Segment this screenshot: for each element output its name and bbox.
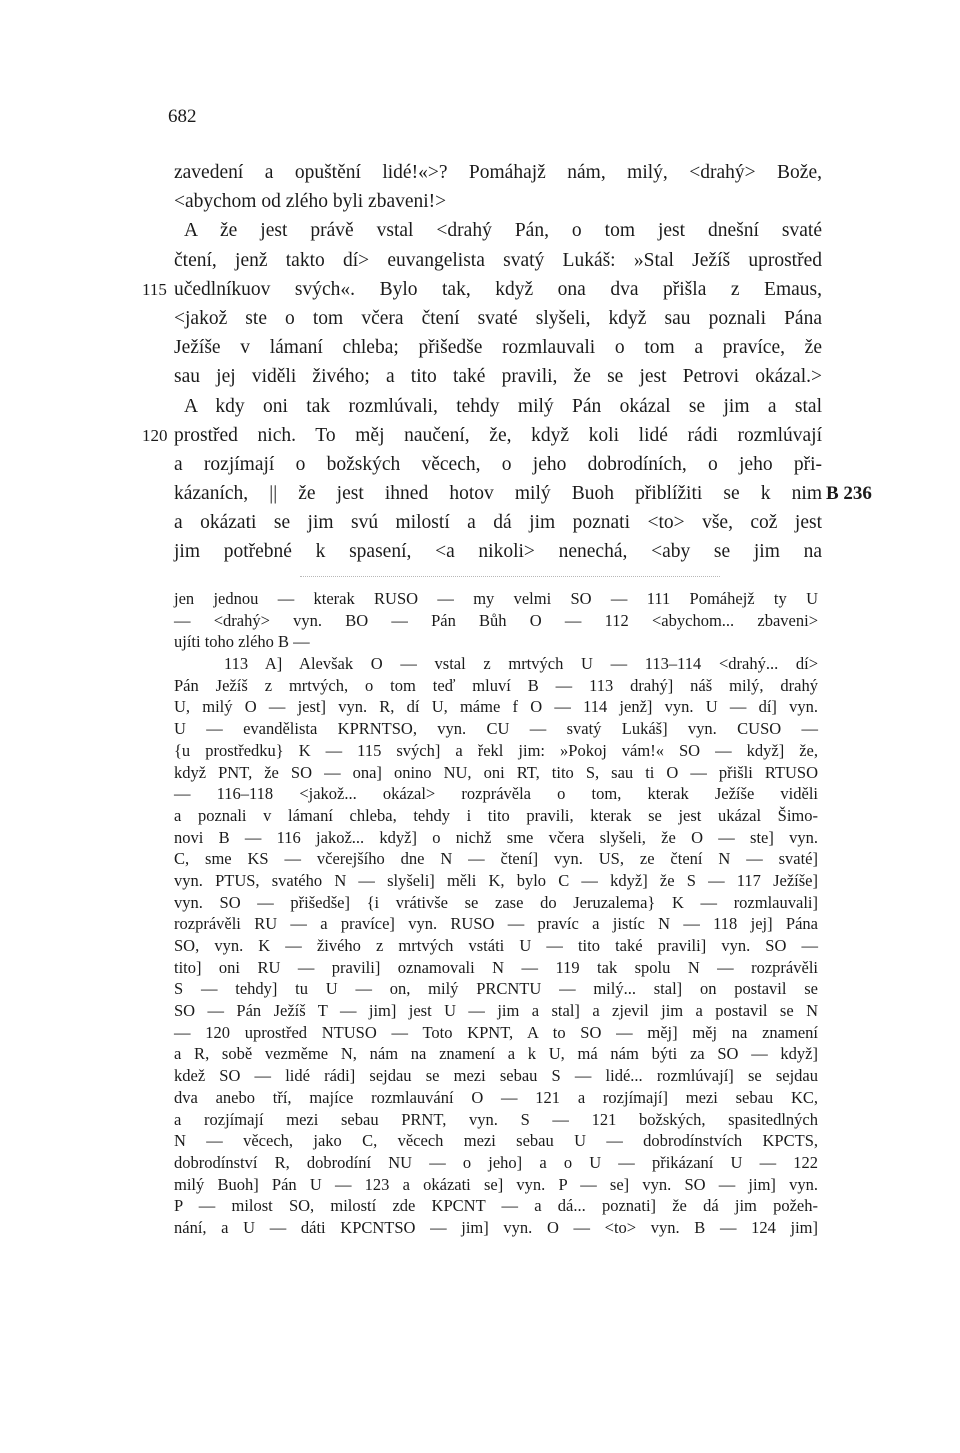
apparatus-line-content: když PNT, že SO — ona] onino NU, oni RT, tito S, sau ti O — přišli RTUSO <box>174 762 818 782</box>
text-line <box>174 216 822 245</box>
apparatus-line-content: 113 A] Alevšak O — vstal z mrtvých U — 113–114 <drahý... dí> <box>224 654 818 674</box>
footnote-separator <box>300 576 720 577</box>
apparatus-line-content: SO, vyn. K — živého z mrtvých vstáti U — tito také pravili] vyn. SO — <box>174 936 818 955</box>
text-line <box>174 392 822 421</box>
apparatus-line-content: novi B — 116 jakož... když] o nichž sme včera slyšeli, že O — ste] vyn. <box>174 827 818 847</box>
text-line-content: jim potřebné k spasení, <a nikoli> nenechá, <aby se jim na <box>174 541 822 563</box>
main-text <box>142 158 872 567</box>
apparatus-line <box>174 805 818 827</box>
apparatus-line <box>174 1174 818 1196</box>
text-line-content: A kdy oni tak rozmlúvali, tehdy milý Pán okázal se jim a stal <box>184 395 822 417</box>
apparatus-line-content: a poznali v lámaní chleba, tehdy i tito pravili, kterak se jest ukázal Šimo- <box>174 805 818 825</box>
apparatus-line <box>174 1065 818 1087</box>
apparatus-line <box>174 978 818 1000</box>
apparatus-line <box>174 1195 818 1217</box>
apparatus-line-content: a rozjímají mezi sebau PRNT, vyn. S — 121 božských, spasitedlných <box>174 1109 818 1129</box>
apparatus-line <box>174 892 818 914</box>
apparatus-line-content: rozprávěli RU — a pravíce] vyn. RUSO — pravíc a jistíc N — 118 jej] Pána <box>174 914 818 934</box>
apparatus-line-content: dva anebo tří, majíce rozmlauvání O — 121 a rozjímají] mezi sebau KC, <box>174 1087 818 1107</box>
apparatus-line-content: ujíti toho zlého B — <box>174 632 310 652</box>
text-line-content: učedlníkuov svých«. Bylo tak, když ona dva přišla z Emaus, <box>174 278 822 300</box>
apparatus-line-content: {u prostředku} K — 115 svých] a řekl jim: »Pokoj vám!« SO — když] že, <box>174 740 818 760</box>
text-line <box>142 421 822 450</box>
apparatus-line-content: — <drahý> vyn. BO — Pán Bůh O — 112 <abychom... zbaveni> <box>174 610 818 630</box>
apparatus-line-content: U, milý O — jest] vyn. R, dí U, máme f O — 114 jenž] vyn. U — dí] vyn. <box>174 697 818 717</box>
apparatus-line <box>174 957 818 979</box>
margin-reference: B 236 <box>826 483 872 505</box>
text-line <box>174 479 872 508</box>
text-line-content: <jakož ste o tom včera čtení svaté slyšeli, když sau poznali Pána <box>174 307 822 329</box>
apparatus-line <box>174 870 818 892</box>
text-line <box>174 362 822 391</box>
apparatus-line <box>174 935 818 957</box>
text-line-content: čtení, jenž takto dí> euvangelista svatý Lukáš: »Stal Ježíš uprostřed <box>174 249 822 271</box>
line-number: 120 <box>142 425 168 445</box>
apparatus-line <box>174 610 818 632</box>
line-number: 115 <box>142 279 167 299</box>
text-line-content: sau jej viděli živého; a tito také pravili, že se jest Petrovi okázal.> <box>174 366 822 388</box>
apparatus-line-content: N — věcech, jako C, věcech mezi sebau U — dobrodínstvích KPCTS, <box>174 1131 818 1151</box>
apparatus-line-content: jen jednou — kterak RUSO — my velmi SO — 111 Pomáhejž ty U <box>174 589 818 608</box>
apparatus-line-content: Pán Ježíš z mrtvých, o tom teď mluví B — 113 drahý] náš milý, drahý <box>174 675 818 695</box>
text-line <box>174 450 822 479</box>
apparatus-line <box>174 848 818 870</box>
text-line <box>174 508 822 537</box>
apparatus-line-content: a R, sobě vezměme N, nám na znamení a k U, má nám býti za SO — když] <box>174 1044 818 1064</box>
text-line-content: zavedení a opuštění lidé!«>? Pomáhajž nám, milý, <drahý> Bože, <box>174 162 822 183</box>
apparatus-line <box>174 1000 818 1022</box>
apparatus-line <box>174 1109 818 1131</box>
apparatus-line <box>174 1152 818 1174</box>
apparatus-line <box>174 740 818 762</box>
apparatus-line <box>174 653 818 675</box>
critical-apparatus <box>174 588 818 1239</box>
apparatus-line <box>174 1130 818 1152</box>
apparatus-line-content: — 120 uprostřed NTUSO — Toto KPNT, A to SO — měj] měj na znamení <box>174 1022 818 1042</box>
text-line <box>142 275 822 304</box>
apparatus-line-content: dobrodínství R, dobrodíní NU — o jeho] a o U — přikázaní U — 122 <box>174 1152 818 1172</box>
apparatus-line <box>174 1087 818 1109</box>
text-line-content: Ježíše v lámaní chleba; přišedše rozmlauvali o tom a pravíce, že <box>174 337 822 359</box>
apparatus-line <box>174 675 818 697</box>
text-line <box>174 246 822 275</box>
apparatus-line <box>174 827 818 849</box>
apparatus-line <box>174 1022 818 1044</box>
apparatus-line-content: vyn. SO — přišedše] {i vrátivše se zase do Jeruzalema} K — rozmlauvali] <box>174 892 818 912</box>
text-line-content: A že jest právě vstal <drahý Pán, o tom jest dnešní svaté <box>184 220 822 242</box>
text-line-content: a okázati se jim svú milostí a dá jim poznati <to> vše, což jest <box>174 512 822 534</box>
text-line-content: <abychom od zlého byli zbaveni!> <box>174 191 447 213</box>
text-line <box>174 158 822 187</box>
apparatus-line <box>174 1217 818 1239</box>
apparatus-line <box>174 762 818 784</box>
apparatus-line <box>174 718 818 740</box>
apparatus-line-content: C, sme KS — včerejšího dne N — čtení] vyn. US, ze čtení N — svaté] <box>174 849 818 869</box>
apparatus-line <box>174 1043 818 1065</box>
page-number: 682 <box>168 106 197 127</box>
apparatus-line-content: tito] oni RU — pravili] oznamovali N — 119 tak spolu N — rozprávěli <box>174 957 818 977</box>
apparatus-line <box>174 588 818 610</box>
text-line-content: kázaních, || že jest ihned hotov milý Buoh přiblížiti se k nim <box>174 483 822 505</box>
apparatus-line-content: P — milost SO, milostí zde KPCNT — a dá... poznati] že dá jim požeh- <box>174 1196 818 1216</box>
apparatus-line-content: U — evandělista KPRNTSO, vyn. CU — svatý Lukáš] vyn. CUSO — <box>174 719 818 739</box>
apparatus-line-content: S — tehdy] tu U — on, milý PRCNTU — milý... stal] on postavil se <box>174 979 818 999</box>
text-line <box>174 304 822 333</box>
apparatus-line <box>174 783 818 805</box>
apparatus-line-content: — 116–118 <jakož... okázal> rozprávěla o tom, kterak Ježíše viděli <box>174 784 818 804</box>
apparatus-line <box>174 631 818 653</box>
apparatus-line-content: milý Buoh] Pán U — 123 a okázati se] vyn. P — se] vyn. SO — jim] vyn. <box>174 1174 818 1194</box>
text-line <box>174 537 822 566</box>
text-line <box>174 187 822 216</box>
apparatus-line <box>174 696 818 718</box>
apparatus-line-content: kdež SO — lidé rádi] sejdau se mezi sebau S — lidé... rozmlúvají] se sejdau <box>174 1066 818 1086</box>
apparatus-line-content: nání, a U — dáti KPCNTSO — jim] vyn. O — <to> vyn. B — 124 jim] <box>174 1217 818 1237</box>
apparatus-line-content: vyn. PTUS, svatého N — slyšeli] měli K, bylo C — když] že S — 117 Ježíše] <box>174 870 818 890</box>
text-line-content: a rozjímají o božských věcech, o jeho dobrodíních, o jeho při- <box>174 453 822 475</box>
apparatus-line <box>174 913 818 935</box>
apparatus-line-content: SO — Pán Ježíš T — jim] jest U — jim a stal] a zjevil jim a postavil se N <box>174 1001 818 1021</box>
text-line-content: prostřed nich. To měj naučení, že, když koli lidé rádi rozmlúvají <box>174 424 822 446</box>
text-line <box>174 333 822 362</box>
